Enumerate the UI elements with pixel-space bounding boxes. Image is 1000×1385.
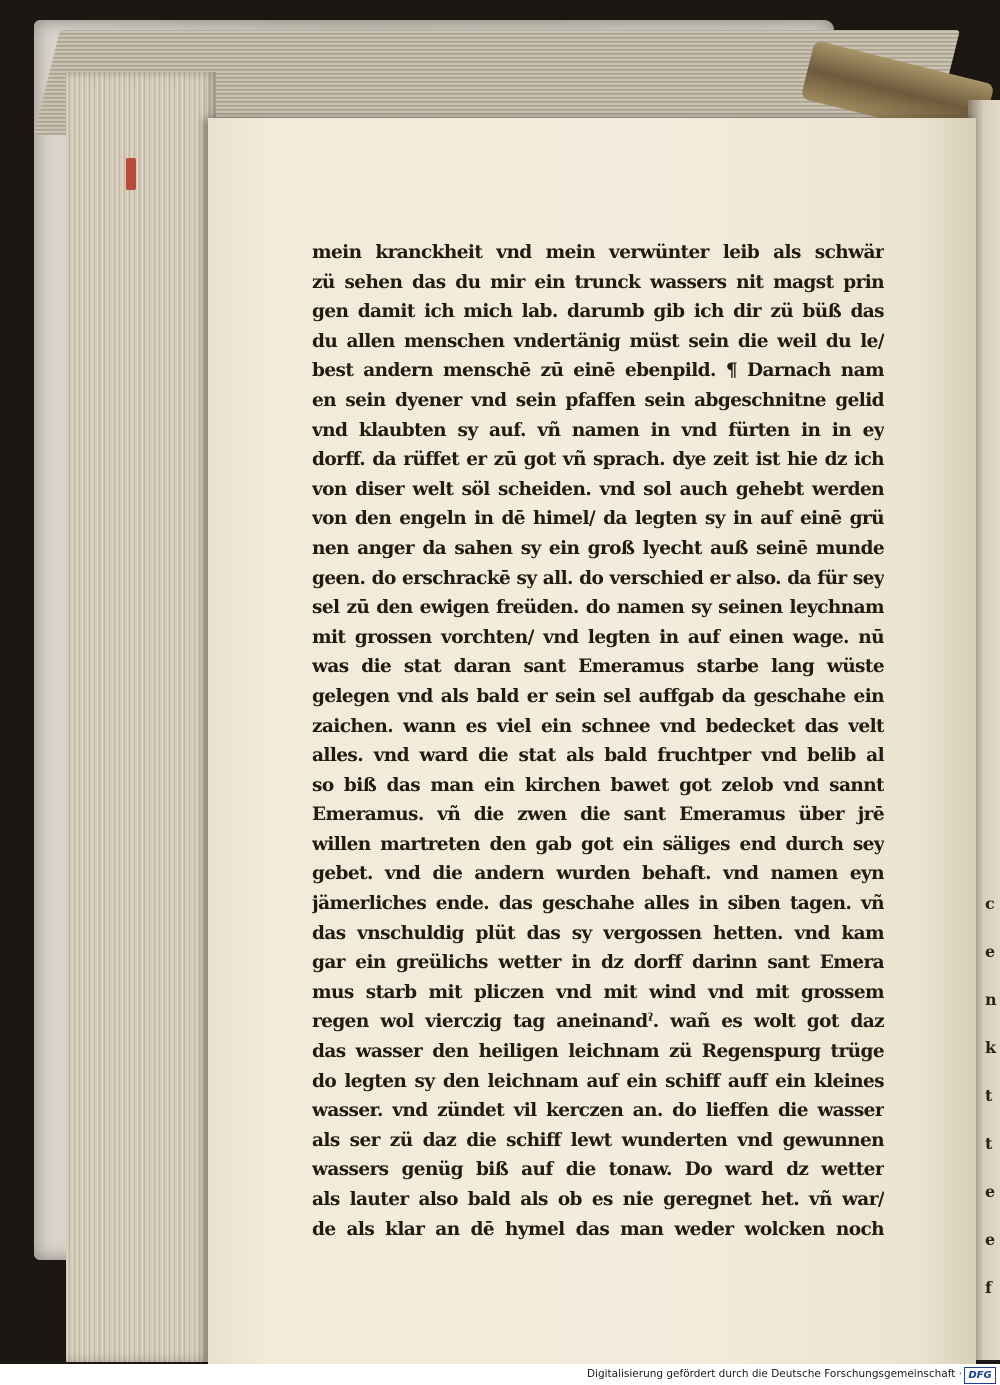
text-line: zü sehen das du mir ein trunck wassers nit magst prin [312, 271, 884, 293]
text-line: mus starb mit pliczen vnd mit wind vnd mit grossem [312, 981, 884, 1003]
text-line: so biß das man ein kirchen bawet got zelob vnd sannt [312, 774, 884, 796]
facing-page-glyph: k [985, 1038, 997, 1057]
facing-page-glyph: e [985, 1182, 996, 1201]
facing-page-glyph: t [985, 1134, 993, 1153]
text-line: das vnschuldig plüt das sy vergossen hetten. vnd kam [312, 922, 884, 944]
facing-page-text-fragments [985, 880, 1000, 1312]
text-line: von den engeln in dē himel/ da legten sy in auf einē grü [312, 508, 884, 530]
text-line: best andern menschē zū einē ebenpild. ¶ Darnach nam [312, 360, 884, 382]
text-line: geen. do erschrackē sy all. do verschied er also. da für sey [312, 567, 884, 589]
facing-page-glyph: e [985, 1230, 996, 1249]
footer-credit: Digitalisierung gefördert durch die Deutsche Forschungsgemeinschaft · [586, 1368, 962, 1380]
facing-page-glyph: n [985, 990, 997, 1009]
facing-page-glyph: c [985, 894, 995, 913]
red-page-tab [126, 158, 136, 190]
text-line: willen martreten den gab got ein säliges end durch sey [312, 833, 884, 855]
page-block-side-edge [66, 72, 216, 1362]
page-text-block [312, 238, 884, 1244]
text-line: jämerliches ende. das geschahe alles in siben tagen. vñ [312, 893, 884, 915]
text-line: wasser. vnd zündet vil kerczen an. do lieffen die wasser [312, 1100, 884, 1122]
text-line: Emeramus. vñ die zwen die sant Emeramus über jrē [312, 804, 884, 826]
text-line: mit grossen vorchten/ vnd legten in auf einen wage. nū [312, 626, 884, 648]
text-line: alles. vnd ward die stat als bald fruchtper vnd belib al [312, 745, 884, 767]
text-line: de als klar an dē hymel das man weder wolcken noch [312, 1218, 884, 1240]
text-line: als lauter also bald als ob es nie geregnet het. vñ war/ [312, 1189, 884, 1210]
text-line: en sein dyener vnd sein pfaffen sein abgeschnitne gelid [312, 389, 884, 411]
text-line: was die stat daran sant Emeramus starbe lang wüste [312, 656, 884, 678]
text-line: wassers genüg biß auf die tonaw. Do ward dz wetter [312, 1159, 884, 1181]
text-line: du allen menschen vndertänig müst sein die weil du le/ [312, 330, 884, 352]
text-line: gelegen vnd als bald er sein sel auffgab da geschahe ein [312, 685, 884, 707]
text-line: regen wol vierczig tag aneinandˀ. wañ es wolt got daz [312, 1011, 884, 1033]
facing-page-glyph: f [985, 1278, 992, 1297]
text-line: gebet. vnd die andern wurden behaft. vnd namen eyn [312, 863, 884, 885]
text-line: dorff. da rüffet er zū got vñ sprach. dye zeit ist hie dz ich [312, 449, 884, 471]
text-line: gar ein greülichs wetter in dz dorff darinn sant Emera [312, 952, 884, 974]
text-line: nen anger da sahen sy ein groß lyecht auß seinē munde [312, 537, 884, 559]
digitization-footer [0, 1364, 1000, 1385]
dfg-logo-icon: DFG [964, 1367, 996, 1384]
text-line: von diser welt söl scheiden. vnd sol auch gehebt werden [312, 478, 884, 500]
text-line: do legten sy den leichnam auf ein schiff auff ein kleines [312, 1070, 884, 1092]
text-line: gen damit ich mich lab. darumb gib ich dir zü büß das [312, 301, 884, 323]
facing-page-glyph: e [985, 942, 996, 961]
facing-page-glyph: t [985, 1086, 993, 1105]
text-line: zaichen. wann es viel ein schnee vnd bedecket das velt [312, 715, 884, 737]
text-line: als ser zü daz die schiff lewt wunderten vnd gewunnen [312, 1129, 884, 1151]
text-line: das wasser den heiligen leichnam zü Regenspurg trüge [312, 1041, 884, 1063]
text-line: mein kranckheit vnd mein verwünter leib als schwär [312, 242, 884, 263]
text-line: sel zū den ewigen freüden. do namen sy seinen leychnam [312, 597, 884, 619]
text-line: vnd klaubten sy auf. vñ namen in vnd fürten in in ey [312, 419, 884, 441]
